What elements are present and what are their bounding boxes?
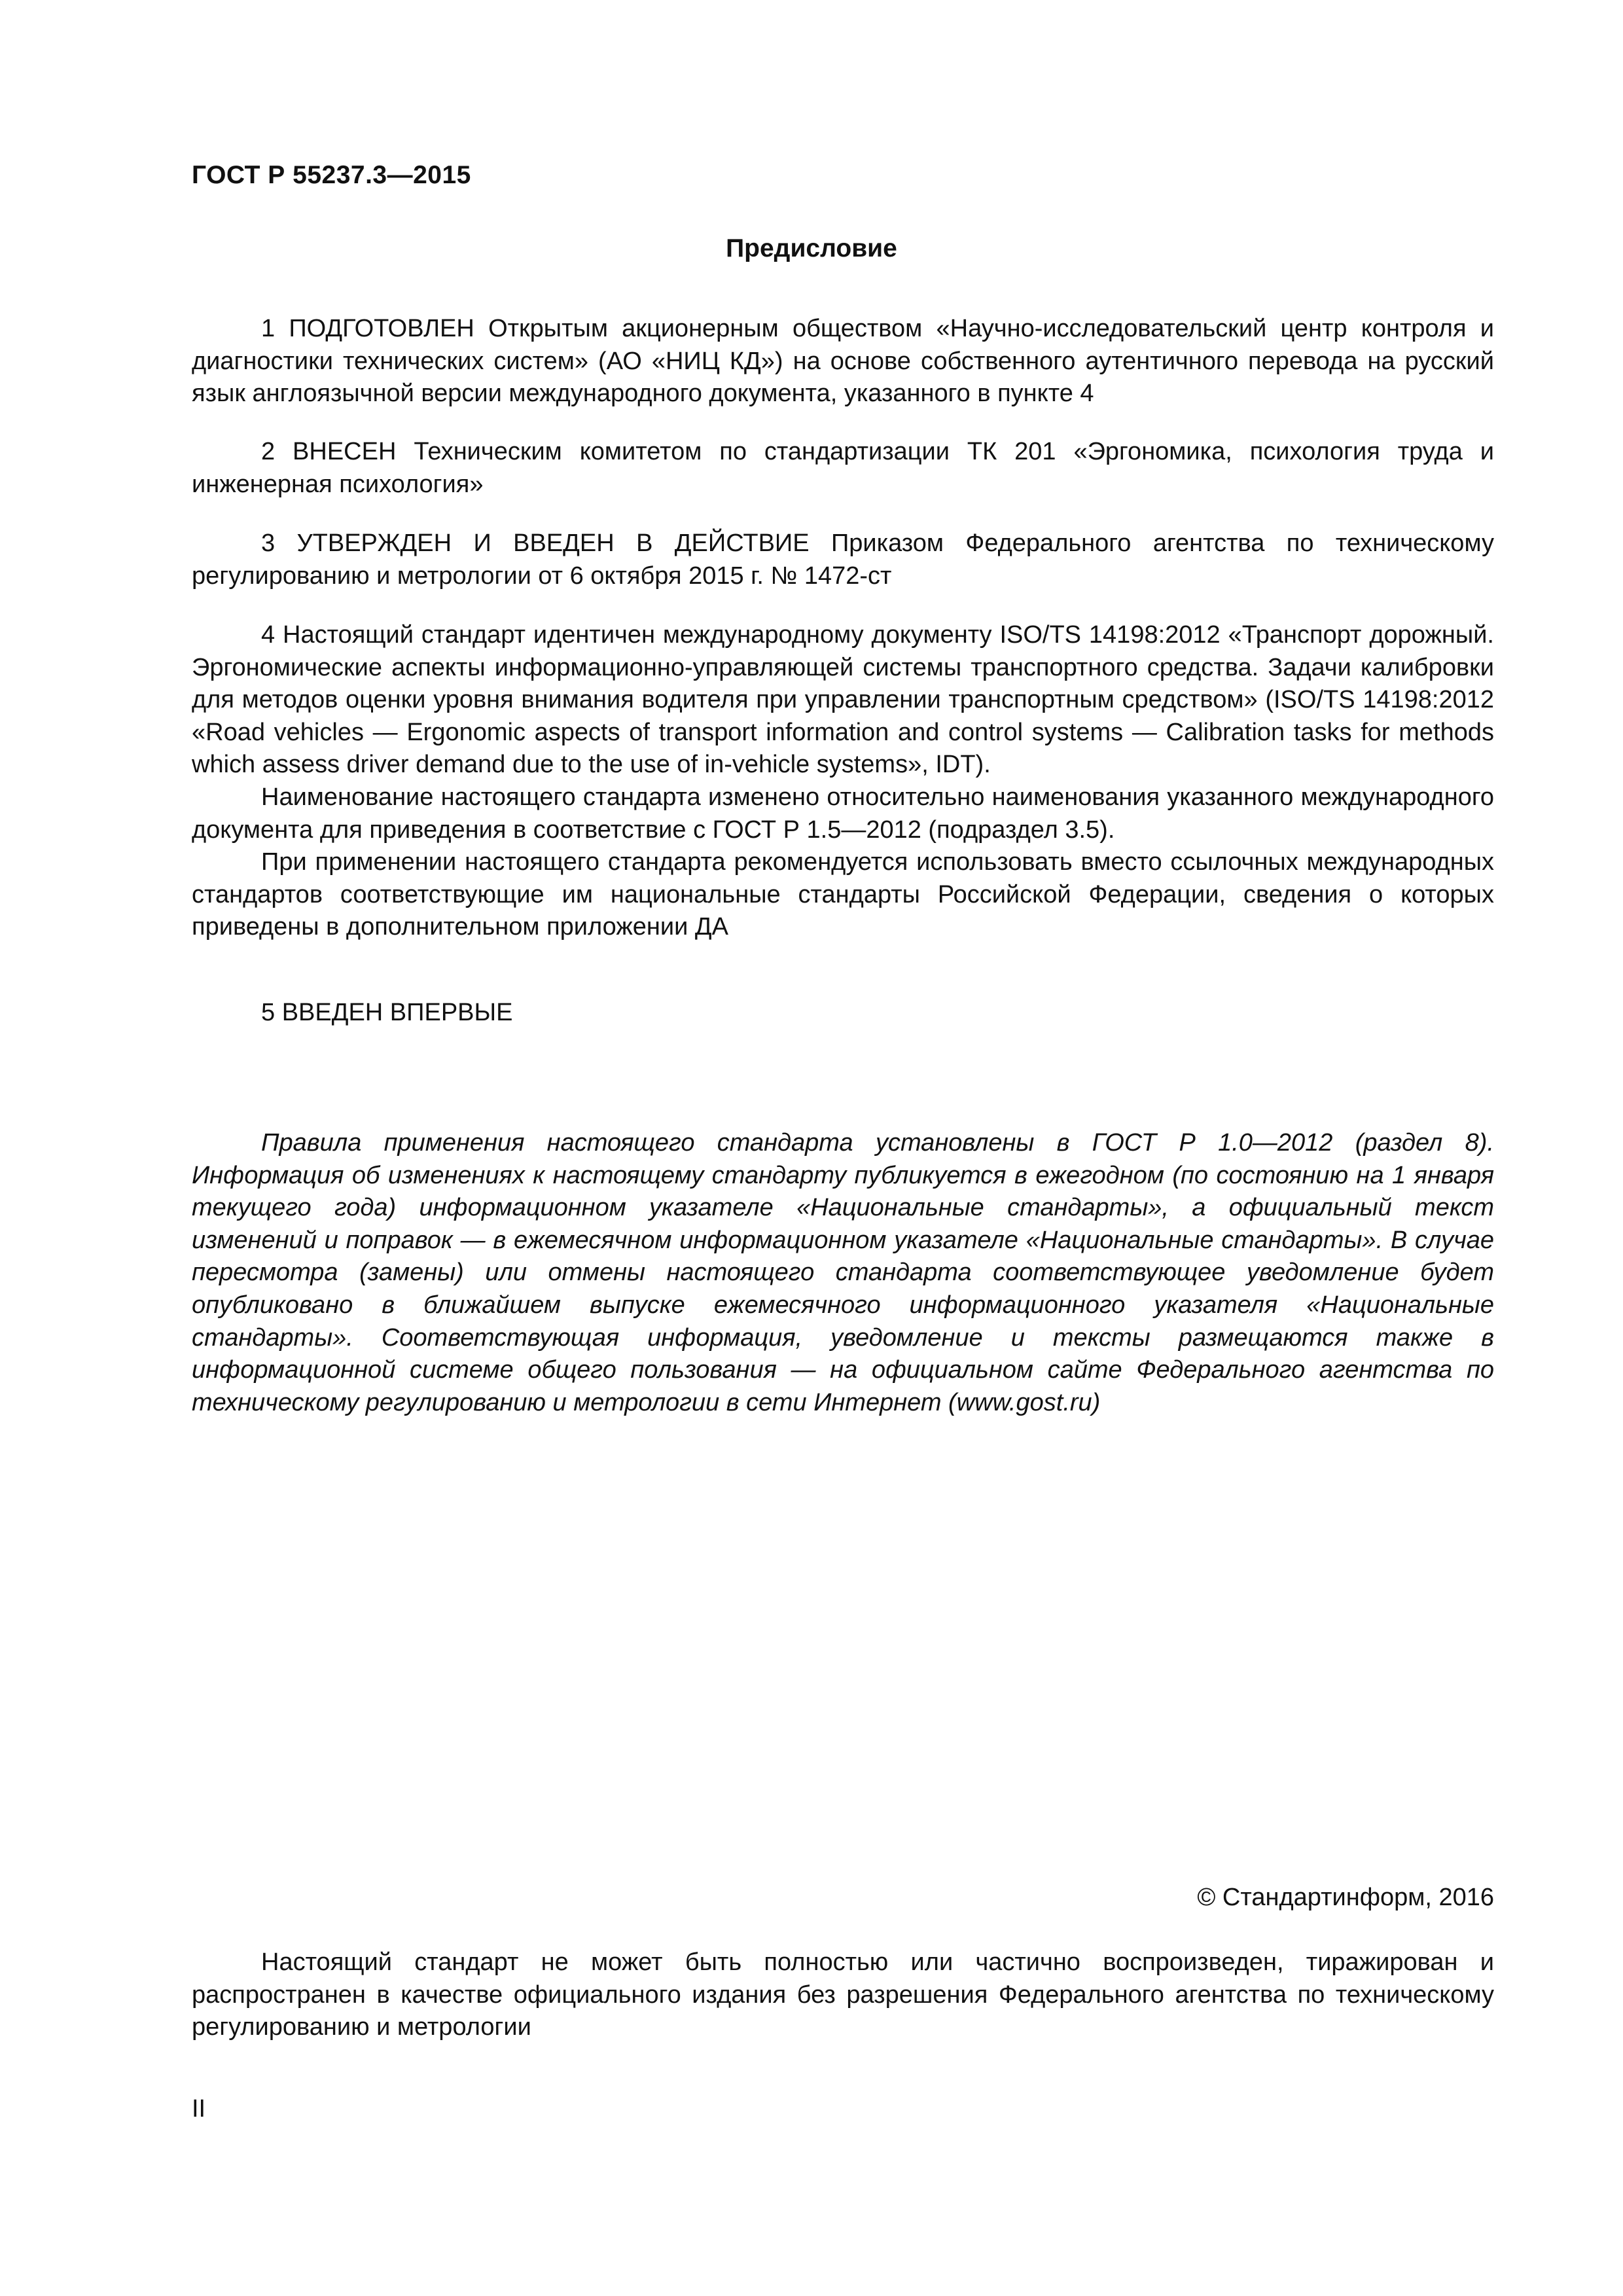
- section-2: [192, 436, 1494, 501]
- section-2-paragraph: 2 ВНЕСЕН Техническим комитетом по стандартизации ТК 201 «Эргономика, психология труда и инженерная психология»: [192, 438, 1494, 498]
- section-4-paragraph-1: 4 Настоящий стандарт идентичен международному документу ISO/TS 14198:2012 «Транспорт дорожный. Эргономические аспекты информационно-управляющей системы транспортного средства. Задачи калибровки для методов оценки уровня внимания водителя при управлении транспортным средством» (ISO/TS 14198:2012 «Road vehicles — Ergonomic aspects of transport information and control systems — Calibration tasks for methods which assess driver demand due to the use of in-vehicle systems», IDT).: [192, 621, 1494, 779]
- page-title: Предисловие: [726, 234, 897, 262]
- rules-note: [192, 1127, 1494, 1419]
- section-1: [192, 313, 1494, 410]
- section-4-paragraph-2: Наименование настоящего стандарта изменено относительно наименования указанного международного документа для приведения в соответствие с ГОСТ Р 1.5—2012 (подраздел 3.5).: [192, 783, 1494, 844]
- section-3: [192, 528, 1494, 592]
- section-4: [192, 619, 1494, 944]
- document-code: ГОСТ Р 55237.3—2015: [192, 161, 471, 189]
- copyright: © Стандартинформ, 2016: [1197, 1884, 1494, 1911]
- reproduction-notice-paragraph: Настоящий стандарт не может быть полностью или частично воспроизведен, тиражирован и распространен в качестве официального издания без разрешения Федерального агентства по техническому регулированию и метрологии: [192, 1948, 1494, 2041]
- section-1-paragraph: 1 ПОДГОТОВЛЕН Открытым акционерным обществом «Научно-исследовательский центр контроля и диагностики технических систем» (АО «НИЦ КД») на основе собственного аутентичного перевода на русский язык англоязычной версии международного документа, указанного в пункте 4: [192, 315, 1494, 408]
- section-5-paragraph: 5 ВВЕДЕН ВПЕРВЫЕ: [261, 999, 513, 1026]
- rules-note-paragraph: Правила применения настоящего стандарта установлены в ГОСТ Р 1.0—2012 (раздел 8). Информация об изменениях к настоящему стандарту публикуется в ежегодном (по состоянию на 1 января текущего года) информационном указателе «Национальные стандарты», а официальный текст изменений и поправок — в ежемесячном информационном указателе «Национальные стандарты». В случае пересмотра (замены) или отмены настоящего стандарта соответствующее уведомление будет опубликовано в ближайшем выпуске ежемесячного информационного указателя «Национальные стандарты». Соответствующая информация, уведомление и тексты размещаются также в информационной системе общего пользования — на официальном сайте Федерального агентства по техническому регулированию и метрологии в сети Интернет (www.gost.ru): [192, 1129, 1494, 1416]
- section-5: [192, 997, 1494, 1030]
- section-3-paragraph: 3 УТВЕРЖДЕН И ВВЕДЕН В ДЕЙСТВИЕ Приказом Федерального агентства по техническому регулированию и метрологии от 6 октября 2015 г. № 1472-ст: [192, 529, 1494, 590]
- section-4-paragraph-3: При применении настоящего стандарта рекомендуется использовать вместо ссылочных международных стандартов соответствующие им национальные стандарты Российской Федерации, сведения о которых приведены в дополнительном приложении ДА: [192, 848, 1494, 941]
- page-number: II: [192, 2095, 206, 2123]
- reproduction-notice: [192, 1946, 1494, 2044]
